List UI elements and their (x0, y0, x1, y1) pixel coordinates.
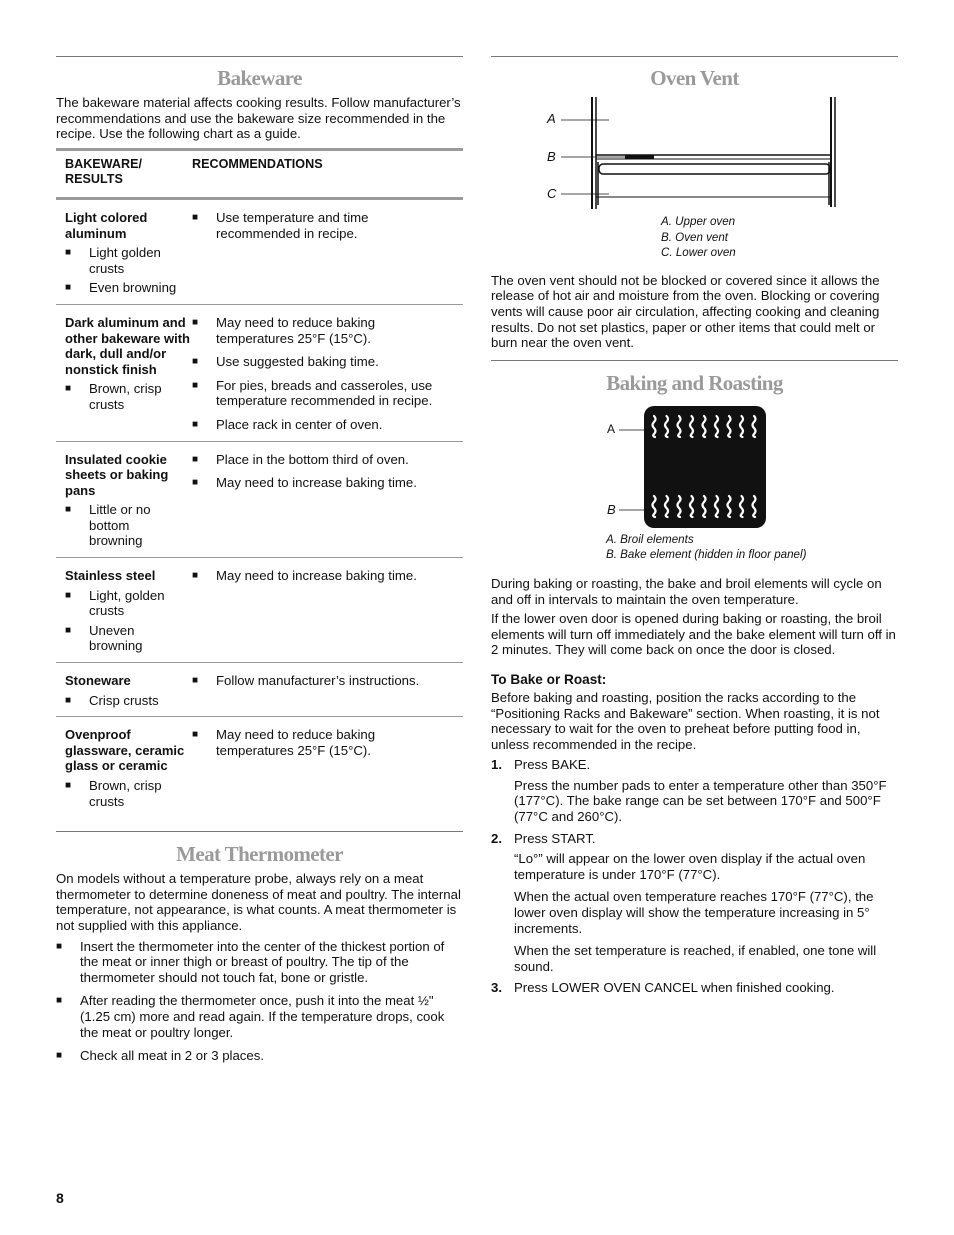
result-item (65, 502, 192, 549)
section-rule (56, 831, 463, 832)
caption-oven-vent: B. Oven vent (661, 230, 729, 244)
material-name: Insulated cookie sheets or baking pans (65, 451, 169, 498)
bullet-icon: ■ (192, 316, 199, 328)
meat-bullet-item (56, 1048, 463, 1064)
bullet-icon: ■ (65, 589, 72, 601)
baking-paragraph-1: During baking or roasting, the bake and broil elements will cycle on and off in intervals to maintain the oven temperature. (491, 575, 882, 607)
table-header-row (56, 151, 463, 200)
bullet-icon: ■ (65, 504, 72, 516)
step-detail: “Lo°” will appear on the lower oven display if the actual oven temperature is under 170°F (77°C). (514, 851, 866, 882)
recommendation-text: May need to reduce baking temperatures 25°F (15°C). (216, 314, 376, 346)
bullet-icon: ■ (192, 418, 199, 430)
table-body (56, 200, 463, 829)
bullet-icon: ■ (192, 729, 199, 741)
meat-thermometer-title: Meat Thermometer (176, 842, 343, 867)
table-row (56, 558, 463, 663)
table-row (56, 442, 463, 559)
label-b: B (547, 149, 556, 164)
label-a: A (607, 421, 616, 436)
material-name: Ovenproof glassware, ceramic glass or ceramic (65, 727, 185, 774)
label-c: C (547, 186, 557, 201)
label-b: B (607, 501, 616, 517)
recommendation-cell (192, 727, 463, 809)
result-text: Even browning (89, 280, 177, 296)
bakeware-intro: The bakeware material affects cooking results. Follow manufacturer’s recommendations and use the bakeware size recommended in the recipe. Use the following chart as a guide. (56, 95, 461, 142)
step-item (491, 757, 898, 773)
recommendation-item (192, 452, 455, 468)
recommendation-item (192, 568, 455, 584)
bullet-icon: ■ (65, 624, 72, 636)
step-number: 3. (491, 980, 502, 996)
recommendation-item (192, 315, 455, 346)
bullet-icon: ■ (65, 247, 72, 259)
step-item (491, 831, 898, 847)
meat-bullet-item (56, 993, 463, 1040)
step-number: 2. (491, 830, 502, 846)
bullet-icon: ■ (192, 356, 199, 368)
recommendation-text: For pies, breads and casseroles, use temperature recommended in recipe. (216, 377, 433, 409)
bakeware-cell (56, 210, 192, 296)
table-row (56, 200, 463, 305)
recommendation-item (192, 417, 455, 433)
result-item (65, 693, 192, 709)
left-column (56, 56, 463, 1064)
bakeware-cell (56, 727, 192, 809)
result-text: Little or no bottom browning (89, 502, 151, 549)
bullet-icon: ■ (192, 379, 199, 391)
recommendation-item (192, 354, 455, 370)
bullet-icon: ■ (65, 780, 72, 791)
baking-paragraph-3: Before baking and roasting, position the racks according to the “Positioning Racks and Bakeware” section. When roasting, it is not necessary to wait for the oven to preheat before putting food in, unless recommended in the recipe. (491, 689, 880, 752)
oven-vent-body: The oven vent should not be blocked or covered since it allows the release of hot air and moisture from the oven. Blocking or covering vents will cause poor air circulation, affecting cooking and cleaning results. Do not set plastics, paper or other items that could melt or burn near the oven vent. (491, 272, 880, 351)
bullet-icon: ■ (192, 477, 199, 489)
right-column (491, 56, 898, 996)
section-rule (491, 56, 898, 57)
step-text: Press LOWER OVEN CANCEL when finished cooking. (514, 980, 835, 996)
bullet-icon: ■ (192, 211, 199, 223)
result-text: Light, golden crusts (89, 587, 165, 619)
meat-bullet-text: After reading the thermometer once, push it into the meat ½" (1.25 cm) more and read again. If the temperature drops, cook the meat or poultry longer. (80, 993, 445, 1040)
bullet-icon: ■ (192, 453, 199, 465)
caption-lower-oven: C. Lower oven (661, 246, 736, 260)
result-text: Crisp crusts (89, 692, 159, 708)
bullet-icon: ■ (65, 383, 72, 395)
step-item (491, 980, 898, 996)
recommendation-cell (192, 568, 463, 654)
result-item (65, 623, 192, 654)
oven-elements-figure (491, 402, 898, 532)
material-name: Stainless steel (65, 568, 156, 584)
recommendation-text: Use suggested baking time. (216, 354, 379, 370)
bakeware-cell (56, 568, 192, 654)
header-bakeware-results: BAKEWARE/ RESULTS (65, 156, 142, 187)
bakeware-cell (56, 673, 192, 708)
bakeware-title: Bakeware (217, 66, 302, 90)
recommendation-text: Place rack in center of oven. (216, 416, 383, 432)
baking-roasting-title: Baking and Roasting (606, 370, 783, 395)
recommendation-item (192, 475, 455, 491)
oven-elements-diagram (491, 402, 898, 532)
table-row (56, 663, 463, 717)
recommendation-text: Use temperature and time recommended in recipe. (216, 209, 369, 241)
recommendation-text: May need to increase baking time. (216, 568, 417, 584)
meat-bullet-item (56, 939, 463, 986)
bullet-icon: ■ (65, 694, 72, 706)
bake-steps-list (491, 757, 898, 996)
recommendation-item (192, 673, 455, 689)
recommendation-text: May need to reduce baking temperatures 25°F (15°C). (216, 727, 376, 758)
section-rule (56, 56, 463, 57)
result-item (65, 245, 192, 276)
bullet-icon: ■ (192, 675, 199, 687)
recommendation-item (192, 378, 455, 409)
recommendation-text: Place in the bottom third of oven. (216, 451, 409, 467)
meat-bullet-text: Check all meat in 2 or 3 places. (80, 1048, 264, 1064)
baking-paragraph-2: If the lower oven door is opened during baking or roasting, the broil elements will turn off immediately and the bake element will turn off in 2 minutes. They will come back on once the door is closed. (491, 611, 896, 658)
result-item (65, 381, 192, 412)
meat-bullet-text: Insert the thermometer into the center of the thickest portion of the meat or inner thigh or breast of poultry. The tip of the thermometer should not touch fat, bone or gristle. (80, 938, 445, 985)
material-name: Light colored aluminum (65, 209, 148, 241)
result-item (65, 778, 192, 809)
recommendation-cell (192, 210, 463, 296)
section-rule (491, 360, 898, 361)
step-text: Press BAKE. (514, 757, 591, 773)
page-number: 8 (56, 1190, 64, 1206)
result-text: Brown, crisp crusts (89, 778, 162, 809)
step-number: 1. (491, 757, 502, 773)
to-bake-or-roast-heading: To Bake or Roast: (491, 671, 607, 687)
recommendation-text: Follow manufacturer’s instructions. (216, 673, 420, 689)
bakeware-table (56, 148, 463, 829)
step-detail: When the actual oven temperature reaches 170°F (77°C), the lower oven display will show the temperature increasing in 5° increments. (514, 889, 874, 936)
step-detail: Press the number pads to enter a temperature other than 350°F (177°C). The bake range can be set between 170°F and 500°F (77°C and 260°C). (514, 777, 887, 825)
bakeware-cell (56, 452, 192, 550)
bakeware-cell (56, 315, 192, 433)
oven-elements-legend (606, 532, 898, 563)
step-text: Press START. (514, 830, 596, 846)
result-text: Uneven browning (89, 622, 143, 654)
recommendation-cell (192, 315, 463, 433)
bullet-icon: ■ (56, 940, 63, 952)
table-row (56, 305, 463, 442)
result-text: Light golden crusts (89, 245, 161, 276)
recommendation-item (192, 210, 455, 241)
bullet-icon: ■ (56, 995, 63, 1007)
recommendation-cell (192, 452, 463, 550)
bullet-icon: ■ (65, 282, 72, 294)
material-name: Stoneware (65, 673, 131, 689)
oven-vent-title: Oven Vent (650, 66, 739, 90)
meat-intro: On models without a temperature probe, always rely on a meat thermometer to determine doneness of meat and poultry. The internal temperature, not appearance, is what counts. A meat thermometer is not supplied with this appliance. (56, 871, 461, 933)
step-detail: When the set temperature is reached, if enabled, one tone will sound. (514, 943, 877, 974)
oven-vent-legend (661, 214, 898, 261)
caption-upper-oven: A. Upper oven (661, 215, 736, 228)
result-item (65, 280, 192, 296)
recommendation-item (192, 727, 455, 758)
header-recommendations: RECOMMENDATIONS (192, 156, 323, 171)
result-item (65, 588, 192, 619)
bullet-icon: ■ (192, 570, 199, 582)
caption-broil-elements: A. Broil elements (606, 532, 694, 546)
label-a: A (547, 111, 556, 126)
result-text: Brown, crisp crusts (89, 381, 162, 412)
oven-vent-figure (491, 97, 898, 212)
meat-bullet-list (56, 939, 463, 1064)
recommendation-text: May need to increase baking time. (216, 475, 417, 491)
table-row (56, 717, 463, 829)
material-name: Dark aluminum and other bakeware with dark, dull and/or nonstick finish (65, 314, 190, 377)
recommendation-cell (192, 673, 463, 708)
caption-bake-element: B. Bake element (hidden in floor panel) (606, 548, 807, 562)
bullet-icon: ■ (56, 1050, 63, 1062)
